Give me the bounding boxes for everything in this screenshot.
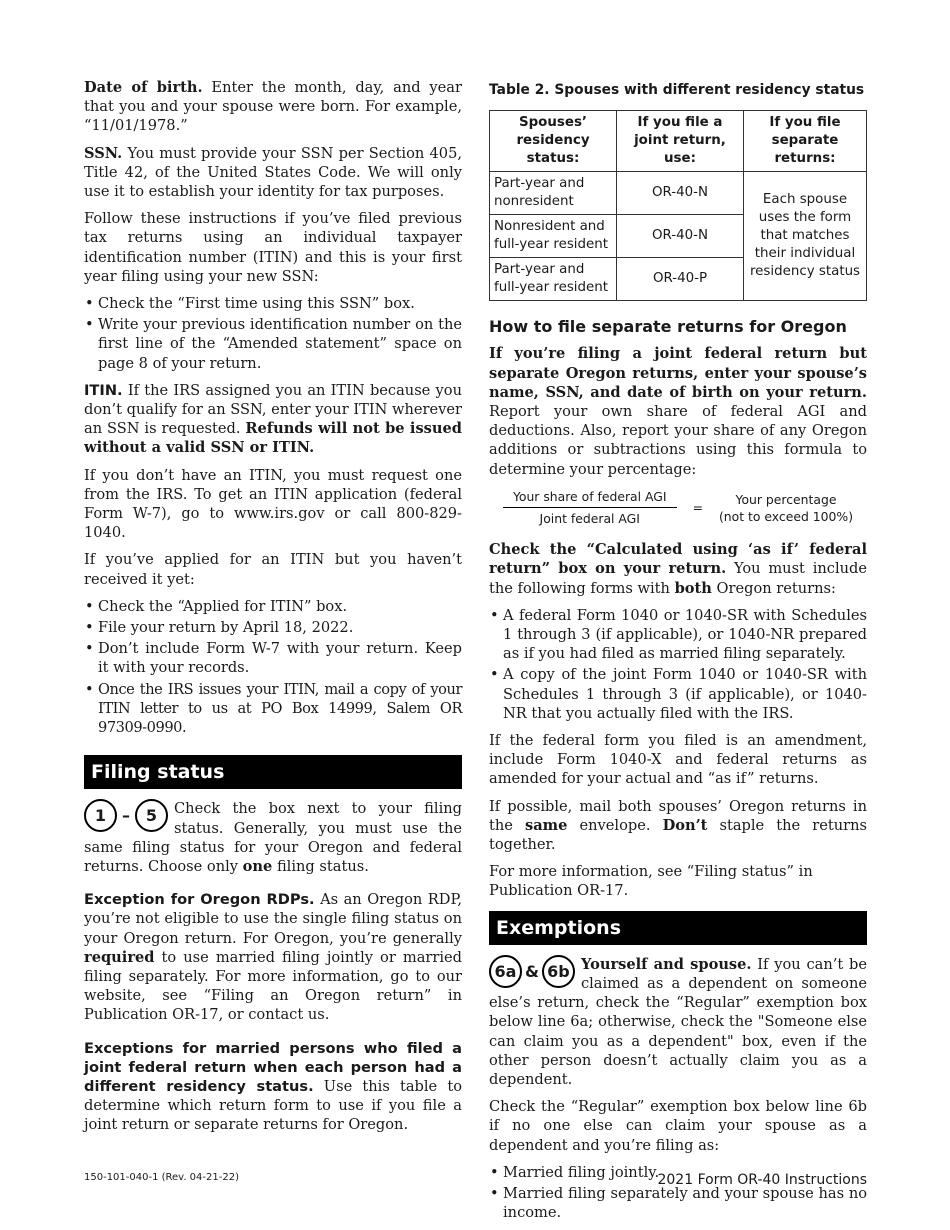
mail-dont: Don’t bbox=[662, 816, 708, 834]
itin-applied-paragraph: If you’ve applied for an ITIN but you haven’t received it yet: bbox=[84, 551, 462, 588]
right-column bbox=[489, 78, 867, 1230]
exemptions-bold: Yourself and spouse. bbox=[580, 955, 752, 973]
filing-bold: one bbox=[242, 857, 273, 875]
exemptions-heading: Exemptions bbox=[489, 911, 867, 945]
filing-text: Check the box next to your filing status. Generally, you must use the same filing status for your Oregon and federal returns. Choose only bbox=[84, 800, 462, 875]
calculated-paragraph bbox=[489, 540, 867, 598]
calculated-list bbox=[489, 606, 867, 723]
list-item: • Married filing separately and your spouse has no income. bbox=[489, 1184, 867, 1222]
itin-request-paragraph: If you don’t have an ITIN, you must request one from the IRS. To get an ITIN application (federal Form W-7), go to www.irs.gov or call 800-829-1040. bbox=[84, 466, 462, 542]
list-item: • Check the “Applied for ITIN” box. bbox=[84, 597, 462, 616]
ssn-text: You must provide your SSN per Section 405, Title 42, of the United States Code. We will only use it to establish your identity for tax purposes. bbox=[84, 144, 462, 201]
line-number-badge: 6b bbox=[542, 955, 575, 988]
itin-previous-list bbox=[84, 294, 462, 373]
separate-returns-paragraph bbox=[489, 344, 867, 478]
table-cell: Nonresident and full-year resident bbox=[490, 215, 617, 258]
calculated-text: You must include the following forms with bbox=[489, 560, 868, 597]
line-number-badge: 6a bbox=[489, 955, 522, 988]
table-header-row bbox=[490, 111, 867, 172]
itin-refund-warning: Refunds will not be issued without a valid SSN or ITIN. bbox=[84, 420, 462, 457]
rdp-paragraph bbox=[84, 890, 462, 1024]
calculated-bold: Check the “Calculated using ‘as if’ federal return” box on your return. bbox=[489, 541, 867, 578]
itin-paragraph bbox=[84, 381, 462, 458]
left-column bbox=[84, 78, 462, 1143]
table-cell: OR-40-P bbox=[617, 258, 744, 301]
mail-text-mid: envelope. bbox=[567, 816, 663, 834]
rdp-bold: required bbox=[84, 948, 155, 966]
list-item: • Write your previous identification number on the first line of the “Amended statement” space on page 8 of your return. bbox=[84, 315, 462, 373]
table-cell: Part-year and nonresident bbox=[490, 172, 617, 215]
rdp-label: Exception for Oregon RDPs. bbox=[84, 891, 315, 909]
separate-returns-heading: How to file separate returns for Oregon bbox=[489, 317, 847, 337]
mail-text-end: staple the returns together. bbox=[489, 816, 868, 854]
ssn-paragraph bbox=[84, 144, 462, 202]
calculated-both: both bbox=[674, 579, 712, 597]
formula-fraction bbox=[503, 487, 677, 528]
table-cell: OR-40-N bbox=[617, 215, 744, 258]
line-number-badge: 1 bbox=[84, 799, 117, 832]
regular-paragraph: Check the “Regular” exemption box below line 6b if no one else can claim your spouse as a dependent and you’re filing as: bbox=[489, 1098, 867, 1154]
exemptions-paragraph bbox=[489, 955, 867, 1089]
itin-previous-paragraph: Follow these instructions if you’ve filed previous tax returns using an individual taxpayer identification number (ITIN) and this is your first year filing using your new SSN: bbox=[84, 210, 462, 285]
formula-result bbox=[719, 491, 853, 525]
list-item: • File your return by April 18, 2022. bbox=[84, 618, 462, 637]
dob-label: Date of birth. bbox=[84, 79, 203, 96]
married-exception-text: Use this table to determine which return form to use if you file a joint return or separate returns for Oregon. bbox=[84, 1077, 462, 1134]
list-item: • Married filing jointly. bbox=[489, 1163, 867, 1182]
dob-text: Enter the month, day, and year that you and your spouse were born. For example, “11/01/1978.” bbox=[84, 79, 462, 135]
filing-text-end: filing status. bbox=[272, 857, 369, 875]
table-cell-separate: Each spouse uses the form that matches their individual residency status bbox=[744, 172, 867, 301]
badge-dash: – bbox=[122, 806, 130, 826]
mail-same: same bbox=[525, 816, 568, 834]
filing-status-heading: Filing status bbox=[84, 755, 462, 789]
formula-numerator: Your share of federal AGI bbox=[503, 487, 677, 508]
rdp-text: As an Oregon RDP, you’re not eligible to use the single filing status on your Oregon return. For Oregon, you’re generally bbox=[84, 891, 462, 947]
formula-denominator: Joint federal AGI bbox=[539, 511, 640, 527]
line-badge-1-5 bbox=[84, 799, 168, 832]
list-item: • Check the “First time using this SSN” box. bbox=[84, 294, 462, 313]
ssn-label: SSN. bbox=[84, 144, 123, 162]
formula-result-note: (not to exceed 100%) bbox=[718, 508, 854, 524]
separate-returns-bold: If you’re filing a joint federal return but separate Oregon returns, enter your spouse’s name, SSN, and date of birth on your return. bbox=[489, 345, 867, 401]
residency-table bbox=[489, 110, 867, 301]
married-exception-paragraph bbox=[84, 1039, 462, 1135]
table-header: If you file separate returns: bbox=[744, 111, 867, 172]
itin-applied-list bbox=[84, 597, 462, 737]
table-row bbox=[490, 172, 867, 215]
mail-paragraph bbox=[489, 797, 867, 855]
itin-text: If the IRS assigned you an ITIN because you don’t qualify for an SSN, enter your ITIN wherever an SSN is requested. bbox=[84, 381, 462, 438]
rdp-text-end: to use married filing jointly or married filing separately. For more information, go to our website, see “Filing an Oregon return” in Publication OR-17, or contact us. bbox=[84, 948, 462, 1024]
footer-title: 2021 Form OR-40 Instructions bbox=[657, 1172, 867, 1188]
table-title: Table 2. Spouses with different residency status bbox=[489, 82, 865, 98]
formula-equals: = bbox=[692, 499, 703, 515]
badge-ampersand: & bbox=[525, 961, 539, 981]
more-info-paragraph: For more information, see “Filing status” in Publication OR-17. bbox=[489, 863, 813, 900]
exemptions-text: If you can’t be claimed as a dependent on someone else’s return, check the “Regular” exemption box below line 6a; otherwise, check the "Someone else can claim you as a dependent" box, even if the other person doesn’t actually claim you as a dependent. bbox=[489, 955, 867, 1088]
form-number: 150-101-040-1 (Rev. 04-21-22) bbox=[84, 1172, 239, 1183]
list-item: • A copy of the joint Form 1040 or 1040-SR with Schedules 1 through 3 (if applicable), or 1040-NR that you actually filed with the IRS. bbox=[489, 665, 867, 723]
separate-returns-text: Report your own share of federal AGI and deductions. Also, report your share of any Oregon additions or subtractions using this formula to determine your percentage: bbox=[489, 403, 867, 478]
calculated-text-end: Oregon returns: bbox=[711, 579, 836, 597]
line-number-badge: 5 bbox=[135, 799, 168, 832]
table-cell: Part-year and full-year resident bbox=[490, 258, 617, 301]
percentage-formula bbox=[489, 487, 867, 528]
table-cell: OR-40-N bbox=[617, 172, 744, 215]
line-badge-6a-6b bbox=[489, 955, 575, 988]
list-item: • Once the IRS issues your ITIN, mail a copy of your ITIN letter to us at PO Box 14999, Salem OR 97309-0990. bbox=[84, 680, 462, 738]
amendment-paragraph: If the federal form you filed is an amendment, include Form 1040-X and federal returns as amended for your actual and “as if” returns. bbox=[489, 732, 867, 788]
dob-paragraph bbox=[84, 78, 462, 136]
formula-result-line: Your percentage bbox=[735, 491, 837, 507]
filing-status-paragraph bbox=[84, 799, 462, 876]
table-header: If you file a joint return, use: bbox=[617, 111, 744, 172]
list-item: • Don’t include Form W-7 with your return. Keep it with your records. bbox=[84, 639, 462, 677]
itin-label: ITIN. bbox=[84, 381, 123, 399]
list-item: • A federal Form 1040 or 1040-SR with Schedules 1 through 3 (if applicable), or 1040-NR prepared as if you had filed as married filing separately. bbox=[489, 606, 867, 664]
table-header: Spouses’ residency status: bbox=[490, 111, 617, 172]
mail-text: If possible, mail both spouses’ Oregon returns in the bbox=[489, 797, 867, 834]
married-exception-label: Exceptions for married persons who filed a joint federal return when each person had a different residency status. bbox=[84, 1039, 462, 1095]
